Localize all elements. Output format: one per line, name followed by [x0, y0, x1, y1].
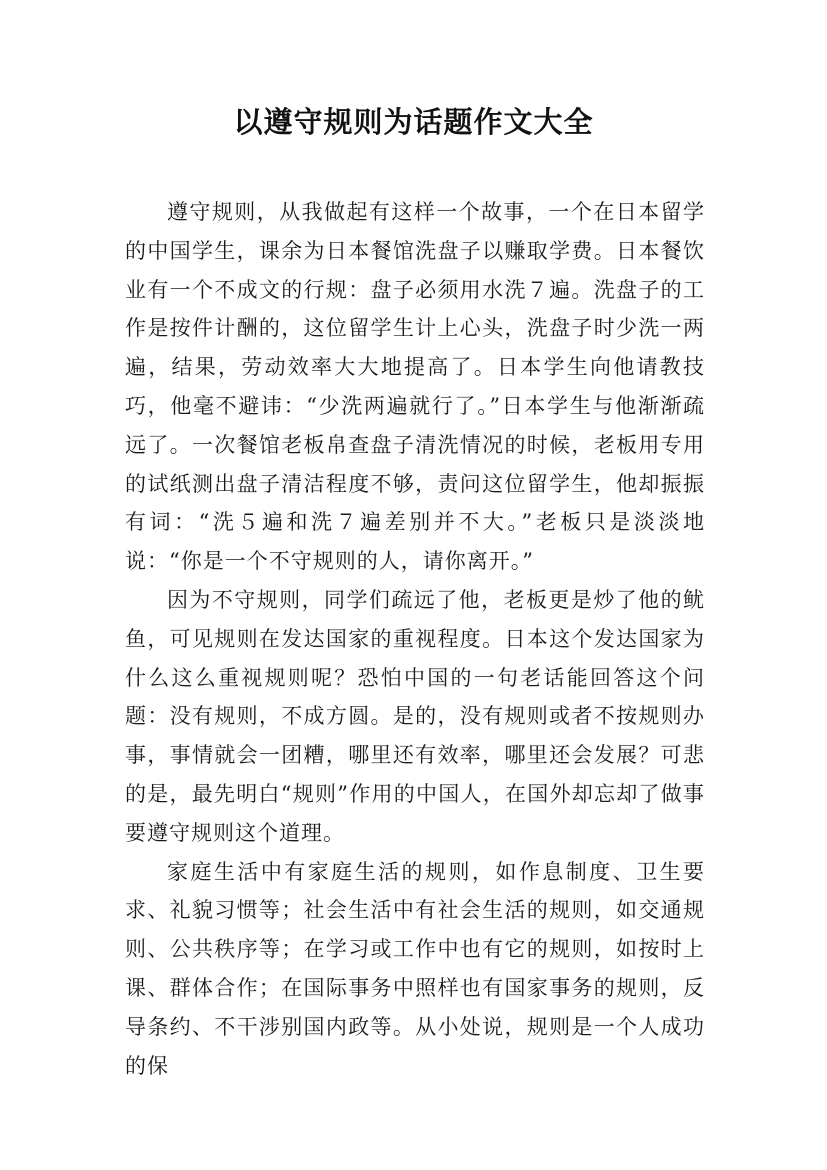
- document-body: [125, 193, 705, 1085]
- paragraph: 遵守规则，从我做起有这样一个故事，一个在日本留学的中国学生，课余为日本餐馆洗盘子以赚取学费。日本餐饮业有一个不成文的行规：盘子必须用水洗７遍。洗盘子的工作是按件计酬的，这位留学生计上心头，洗盘子时少洗一两遍，结果，劳动效率大大地提高了。日本学生向他请教技巧，他毫不避讳：“少洗两遍就行了。”日本学生与他渐渐疏远了。一次餐馆老板帛查盘子清洗情况的时候，老板用专用的试纸测出盘子清洁程度不够，责问这位留学生，他却振振有词：“洗５遍和洗７遍差别并不大。”老板只是淡淡地说：“你是一个不守规则的人，请你离开。”: [125, 200, 705, 574]
- document-title: 以遵守规则为话题作文大全: [233, 105, 594, 139]
- paragraph: 家庭生活中有家庭生活的规则，如作息制度、卫生要求、礼貌习惯等；社会生活中有社会生活的规则，如交通规则、公共秩序等；在学习或工作中也有它的规则，如按时上课、群体合作；在国际事务中照样也有国家事务的规则，反导条约、不干涉别国内政等。从小处说，规则是一个人成功的保: [125, 859, 705, 1078]
- paragraph: 因为不守规则，同学们疏远了他，老板更是炒了他的鱿鱼，可见规则在发达国家的重视程度。日本这个发达国家为什么这么重视规则呢？恐怕中国的一句老话能回答这个问题：没有规则，不成方圆。是的，没有规则或者不按规则办事，事情就会一团糟，哪里还有效率，哪里还会发展？可悲的是，最先明白“规则”作用的中国人，在国外却忘却了做事要遵守规则这个道理。: [125, 587, 705, 845]
